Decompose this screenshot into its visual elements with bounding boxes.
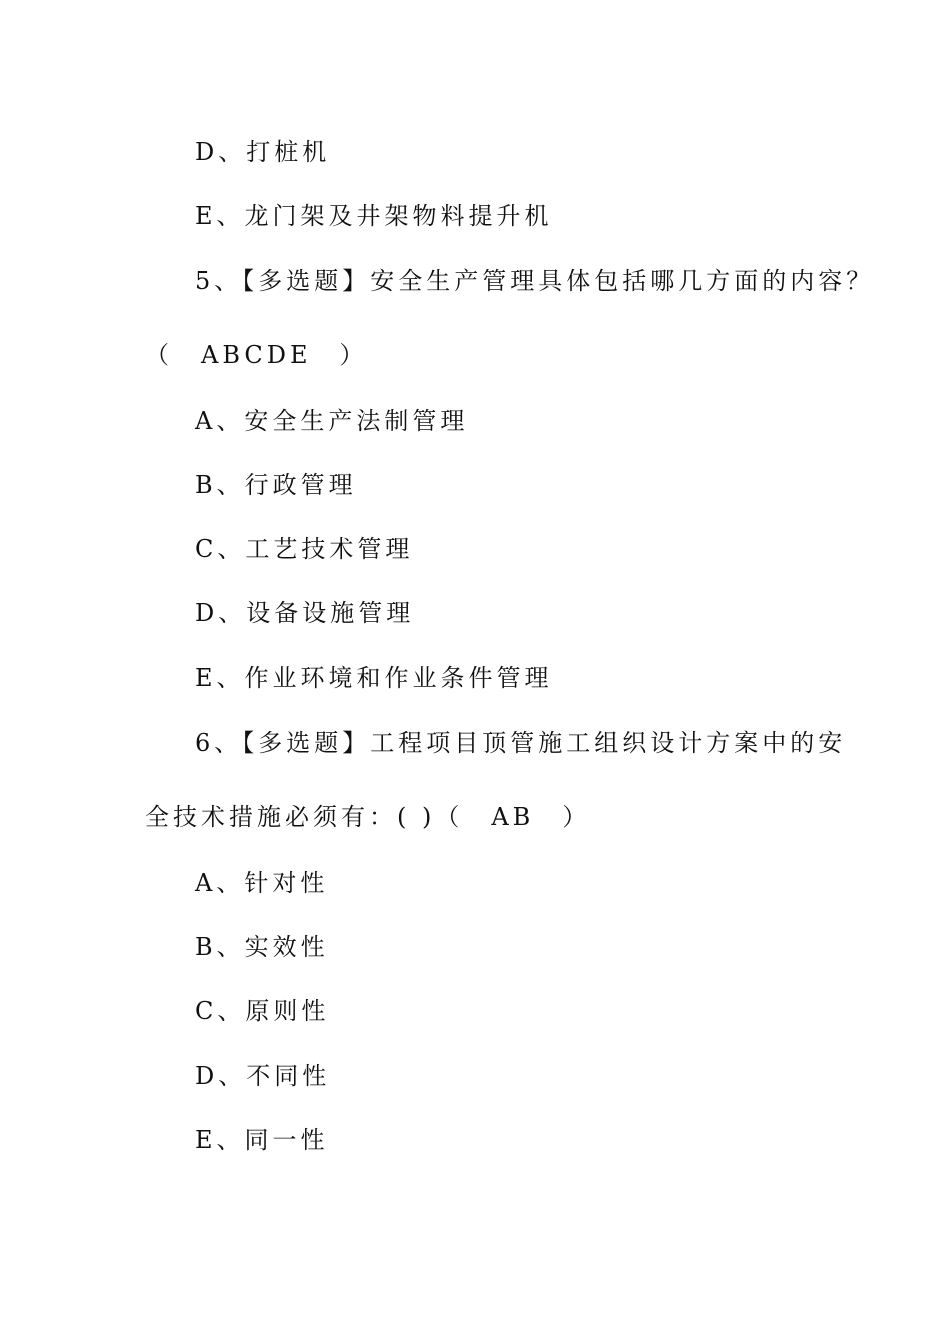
question-6-stem: 6、【多选题】工程项目顶管施工组织设计方案中的安 [195, 729, 847, 757]
question-5-answer: （ ABCDE ） [145, 341, 368, 369]
question-6-stem-continued: 全技术措施必须有：( )（ AB ） [145, 803, 591, 831]
q6-option-a: A、针对性 [195, 869, 329, 897]
option-d-pile-driver: D、打桩机 [195, 138, 331, 166]
q6-option-e: E、同一性 [195, 1126, 329, 1154]
q5-option-d: D、设备设施管理 [195, 599, 415, 627]
q5-option-a: A、安全生产法制管理 [195, 407, 469, 435]
q6-option-c: C、原则性 [195, 997, 330, 1025]
q5-option-e: E、作业环境和作业条件管理 [195, 664, 553, 692]
q6-option-d: D、不同性 [195, 1062, 331, 1090]
q6-option-b: B、实效性 [195, 933, 329, 961]
option-e-gantry-hoist: E、龙门架及井架物料提升机 [195, 202, 553, 230]
q5-option-c: C、工艺技术管理 [195, 535, 414, 563]
q5-option-b: B、行政管理 [195, 471, 357, 499]
question-5-stem: 5、【多选题】安全生产管理具体包括哪几方面的内容？ [195, 267, 875, 295]
